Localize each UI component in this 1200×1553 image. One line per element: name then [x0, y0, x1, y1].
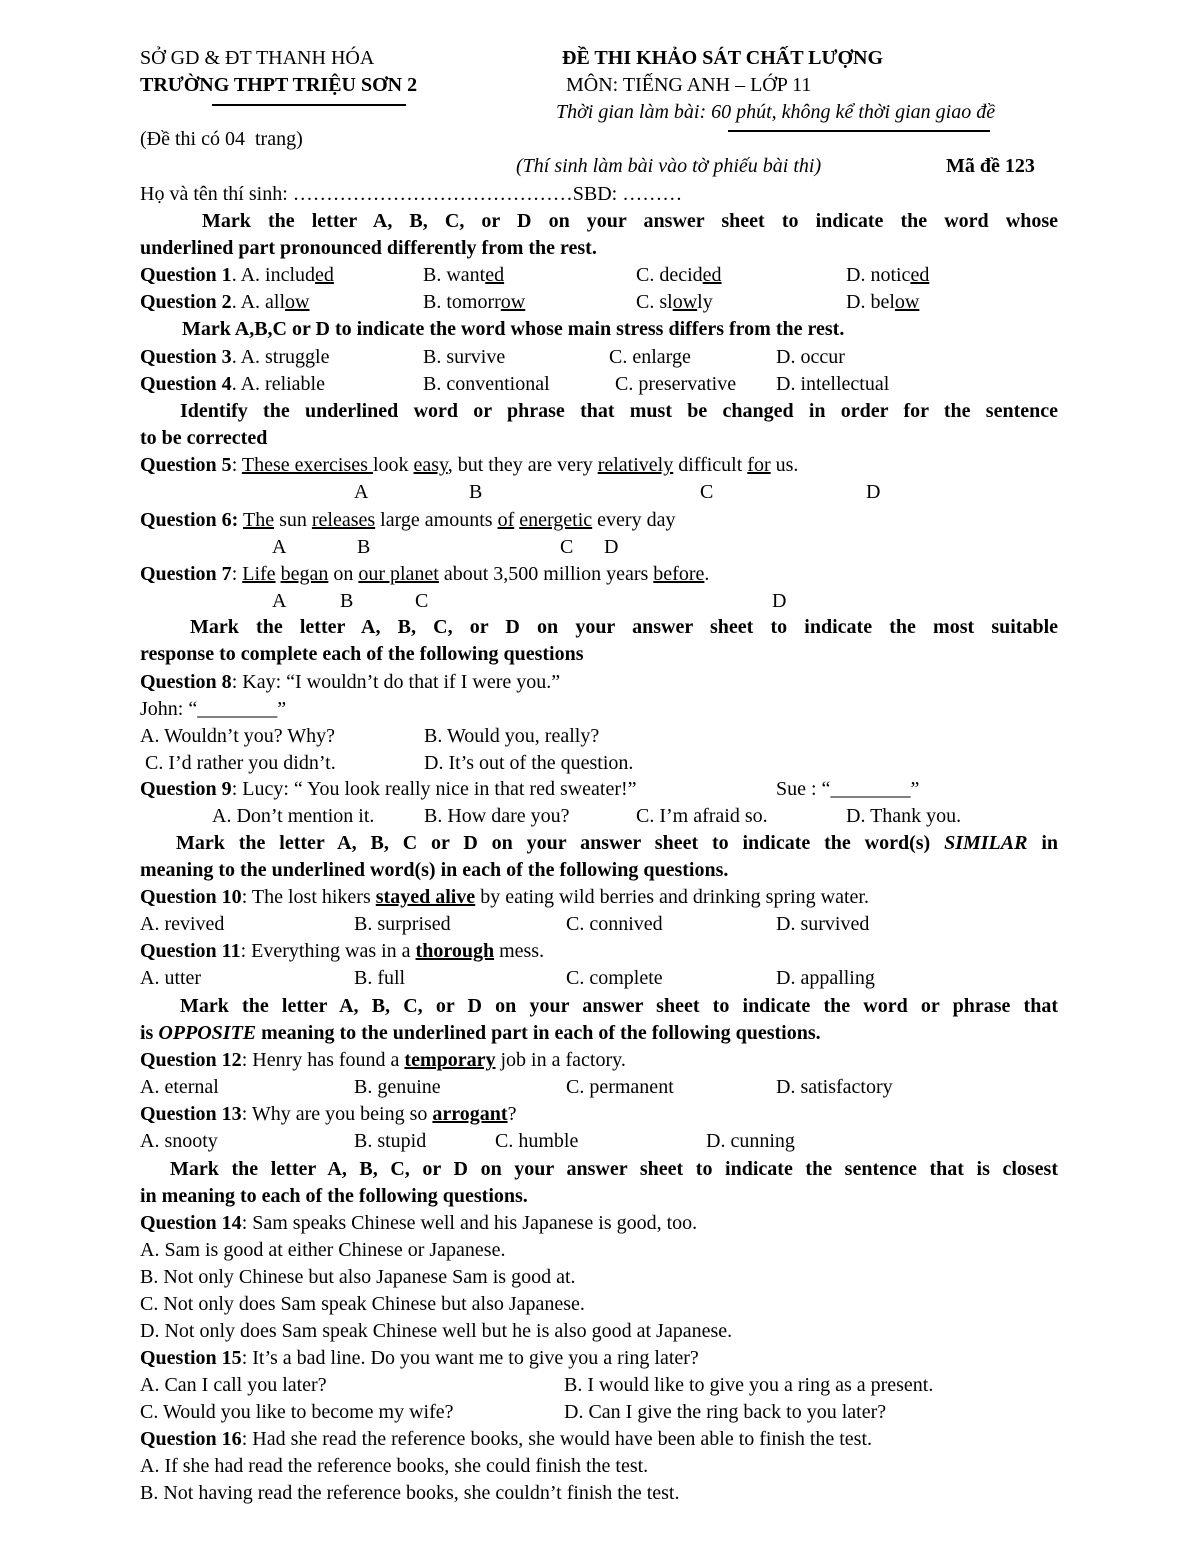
- question-13: Question 13: Why are you being so arrogant?: [140, 1103, 517, 1125]
- section1-instruction-line2: underlined part pronounced differently from the rest.: [140, 237, 597, 259]
- q13-option-c: C. humble: [495, 1130, 579, 1152]
- q3-option-d: D. occur: [776, 346, 845, 368]
- q2-option-d: D. below: [846, 291, 920, 313]
- section3-instruction-line1: Identify the underlined word or phrase that must be changed in order for the sentence: [180, 400, 1058, 422]
- section5-instruction-line2: meaning to the underlined word(s) in each of the following questions.: [140, 859, 729, 881]
- section3-instruction-line2: to be corrected: [140, 427, 268, 449]
- q2-option-b: B. tomorrow: [423, 291, 526, 313]
- q4-option-b: B. conventional: [423, 373, 550, 395]
- question-1: Question 1. A. included: [140, 264, 334, 286]
- q5-letter-c: C: [700, 481, 714, 503]
- q8-john-line: John: “________”: [140, 698, 287, 720]
- question-8: Question 8: Kay: “I wouldn’t do that if I were you.”: [140, 671, 561, 693]
- q8-option-a: A. Wouldn’t you? Why?: [140, 725, 336, 747]
- section2-instruction: Mark A,B,C or D to indicate the word whose main stress differs from the rest.: [182, 318, 845, 340]
- q7-letter-c: C: [415, 590, 429, 612]
- q16-option-b: B. Not having read the reference books, she couldn’t finish the test.: [140, 1482, 680, 1504]
- q9-option-a: A. Don’t mention it.: [212, 805, 375, 827]
- time-limit: Thời gian làm bài: 60 phút, không kể thời gian giao đề: [556, 101, 996, 123]
- q1-option-c: C. decided: [636, 264, 722, 286]
- exam-title: ĐỀ THI KHẢO SÁT CHẤT LƯỢNG: [562, 47, 883, 69]
- section7-instruction-line2: in meaning to each of the following questions.: [140, 1185, 528, 1207]
- question-12: Question 12: Henry has found a temporary job in a factory.: [140, 1049, 626, 1071]
- q3-option-b: B. survive: [423, 346, 506, 368]
- candidate-info-line: Họ và tên thí sinh: ……………………………………SBD: ………: [140, 183, 683, 205]
- q7-letter-b: B: [340, 590, 354, 612]
- q11-option-c: C. complete: [566, 967, 663, 989]
- q14-option-b: B. Not only Chinese but also Japanese Sam is good at.: [140, 1266, 576, 1288]
- q12-option-d: D. satisfactory: [776, 1076, 893, 1098]
- q3-option-c: C. enlarge: [609, 346, 691, 368]
- section6-instruction-line2: is OPPOSITE meaning to the underlined part in each of the following questions.: [140, 1022, 821, 1044]
- q1-option-d: D. noticed: [846, 264, 930, 286]
- q4-option-c: C. preservative: [615, 373, 737, 395]
- q14-option-a: A. Sam is good at either Chinese or Japanese.: [140, 1239, 506, 1261]
- q16-option-a: A. If she had read the reference books, she could finish the test.: [140, 1455, 649, 1477]
- q13-option-a: A. snooty: [140, 1130, 218, 1152]
- q9-option-b: B. How dare you?: [424, 805, 570, 827]
- subject-line: MÔN: TIẾNG ANH – LỚP 11: [566, 74, 812, 96]
- q14-option-d: D. Not only does Sam speak Chinese well but he is also good at Japanese.: [140, 1320, 733, 1342]
- question-6: Question 6: The sun releases large amounts of energetic every day: [140, 509, 676, 531]
- header-divider-right: [728, 130, 990, 132]
- q15-option-d: D. Can I give the ring back to you later?: [564, 1401, 887, 1423]
- q14-option-c: C. Not only does Sam speak Chinese but also Japanese.: [140, 1293, 585, 1315]
- q8-option-c: C. I’d rather you didn’t.: [140, 752, 336, 774]
- section4-instruction-line2: response to complete each of the following questions: [140, 643, 584, 665]
- q10-option-b: B. surprised: [354, 913, 451, 935]
- q12-option-b: B. genuine: [354, 1076, 441, 1098]
- q11-option-a: A. utter: [140, 967, 202, 989]
- q8-option-b: B. Would you, really?: [424, 725, 600, 747]
- q11-option-b: B. full: [354, 967, 406, 989]
- school-name: TRƯỜNG THPT TRIỆU SƠN 2: [140, 74, 418, 96]
- q1-option-b: B. wanted: [423, 264, 505, 286]
- question-4: Question 4. A. reliable: [140, 373, 325, 395]
- page-count: (Đề thi có 04 trang): [140, 128, 303, 150]
- question-14: Question 14: Sam speaks Chinese well and his Japanese is good, too.: [140, 1212, 698, 1234]
- question-5: Question 5: These exercises look easy, but they are very relatively difficult for us.: [140, 454, 799, 476]
- section7-instruction-line1: Mark the letter A, B, C, or D on your answer sheet to indicate the sentence that is closest: [170, 1158, 1058, 1180]
- q7-letter-a: A: [272, 590, 287, 612]
- q11-option-d: D. appalling: [776, 967, 875, 989]
- q15-option-c: C. Would you like to become my wife?: [140, 1401, 454, 1423]
- q9-sue-line: Sue : “________”: [776, 778, 920, 800]
- q4-option-d: D. intellectual: [776, 373, 890, 395]
- q8-option-d: D. It’s out of the question.: [424, 752, 634, 774]
- q6-letter-b: B: [357, 536, 371, 558]
- q5-letter-b: B: [469, 481, 483, 503]
- q12-option-c: C. permanent: [566, 1076, 674, 1098]
- q10-option-a: A. revived: [140, 913, 225, 935]
- question-7: Question 7: Life began on our planet about 3,500 million years before.: [140, 563, 710, 585]
- q13-option-b: B. stupid: [354, 1130, 427, 1152]
- exam-code: Mã đề 123: [946, 155, 1035, 177]
- q9-option-d: D. Thank you.: [846, 805, 962, 827]
- question-2: Question 2. A. allow: [140, 291, 310, 313]
- question-3: Question 3. A. struggle: [140, 346, 330, 368]
- section1-instruction-line1: Mark the letter A, B, C, or D on your answer sheet to indicate the word whose: [202, 210, 1058, 232]
- q9-option-c: C. I’m afraid so.: [636, 805, 768, 827]
- section4-instruction-line1: Mark the letter A, B, C, or D on your answer sheet to indicate the most suitable: [190, 616, 1058, 638]
- q6-letter-a: A: [272, 536, 287, 558]
- q5-letter-d: D: [866, 481, 881, 503]
- question-11: Question 11: Everything was in a thorough mess.: [140, 940, 545, 962]
- question-9: Question 9: Lucy: “ You look really nice in that red sweater!”: [140, 778, 637, 800]
- q15-option-b: B. I would like to give you a ring as a present.: [564, 1374, 934, 1396]
- q2-option-c: C. slowly: [636, 291, 713, 313]
- q5-letter-a: A: [354, 481, 369, 503]
- q13-option-d: D. cunning: [706, 1130, 795, 1152]
- question-10: Question 10: The lost hikers stayed alive by eating wild berries and drinking spring water.: [140, 886, 869, 908]
- department-name: SỞ GD & ĐT THANH HÓA: [140, 47, 375, 69]
- q6-letter-c: C: [560, 536, 574, 558]
- question-16: Question 16: Had she read the reference books, she would have been able to finish the test.: [140, 1428, 873, 1450]
- q7-letter-d: D: [772, 590, 787, 612]
- q12-option-a: A. eternal: [140, 1076, 219, 1098]
- answer-sheet-note: (Thí sinh làm bài vào tờ phiếu bài thi): [516, 155, 822, 177]
- q15-option-a: A. Can I call you later?: [140, 1374, 327, 1396]
- question-15: Question 15: It’s a bad line. Do you want me to give you a ring later?: [140, 1347, 699, 1369]
- q6-letter-d: D: [604, 536, 619, 558]
- section5-instruction-line1: Mark the letter A, B, C or D on your answer sheet to indicate the word(s) SIMILAR in: [176, 832, 1058, 854]
- q10-option-d: D. survived: [776, 913, 870, 935]
- section6-instruction-line1: Mark the letter A, B, C, or D on your answer sheet to indicate the word or phrase that: [180, 995, 1058, 1017]
- q10-option-c: C. connived: [566, 913, 663, 935]
- header-divider-left: [212, 104, 406, 106]
